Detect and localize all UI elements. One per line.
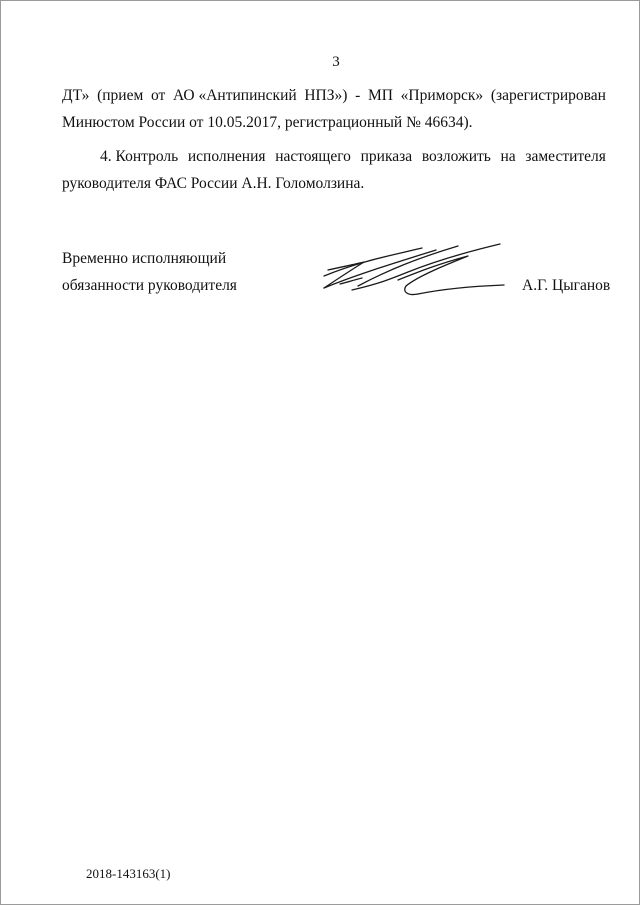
paragraph-continuation	[62, 82, 606, 136]
word: АО «Антипинский	[172, 87, 297, 104]
signer-name: А.Г. Цыганов	[522, 277, 611, 294]
word: исполнения	[187, 148, 266, 165]
word: -	[355, 87, 361, 104]
paragraph-2-line-1	[62, 143, 606, 170]
word: от	[150, 87, 166, 104]
word: 4. Контроль	[100, 148, 179, 165]
paragraph-2-line-2: руководителя ФАС России А.Н. Голомолзина.	[62, 175, 365, 192]
word: заместителя	[525, 148, 606, 165]
word: на	[500, 148, 516, 165]
signer-title-line-1: Временно исполняющий	[62, 250, 227, 267]
word: МП	[367, 87, 393, 104]
word: ДТ»	[62, 87, 90, 104]
page-number: 3	[332, 54, 340, 70]
word: настоящего	[275, 148, 351, 165]
word: «Приморск»	[400, 87, 484, 104]
handwritten-signature	[318, 240, 508, 302]
word: НПЗ»)	[304, 87, 348, 104]
word: (зарегистрирован	[490, 87, 606, 104]
word: (прием	[97, 87, 144, 104]
paragraph-1-line-1	[62, 82, 606, 109]
paragraph-1-line-2: Минюстом России от 10.05.2017, регистрационный № 46634).	[62, 114, 473, 131]
word: приказа	[360, 148, 413, 165]
document-id: 2018-143163(1)	[86, 866, 171, 881]
word: возложить	[421, 148, 491, 165]
signer-title	[62, 245, 237, 299]
paragraph-item-4	[62, 143, 606, 197]
signer-title-line-2: обязанности руководителя	[62, 277, 237, 294]
